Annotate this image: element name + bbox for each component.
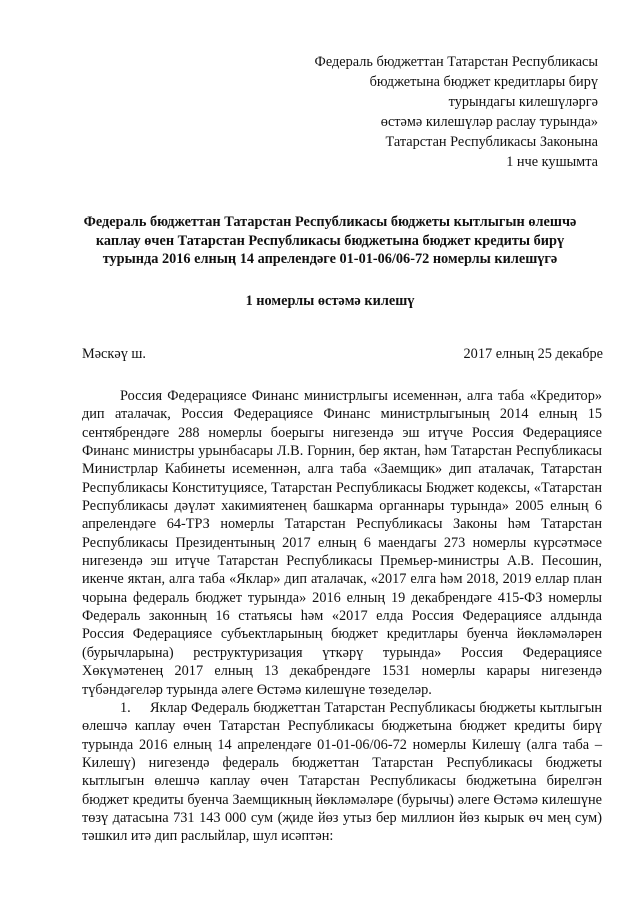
- appendix-note-line: турындагы килешүләргә: [448, 94, 598, 110]
- body-paragraph-2: [82, 699, 602, 846]
- appendix-note-line: өстәмә килешүләр раслау турында»: [380, 114, 598, 130]
- appendix-note-line: Татарстан Республикасы Законына: [385, 134, 598, 150]
- body-paragraph-1: Россия Федерациясе Финанс министрлыгы исеменнән, алга таба «Кредитор» дип аталачак, Россия Федерациясе Финанс министрлыгының 2014 елның 15 сентябрендәге 288 номерлы боерыгы нигезендә эш итүче Россия Федерациясе Финанс министры урынбасары Л.В. Горнин, бер яктан, һәм Татарстан Республикасы Министрлар Кабинеты исеменнән, алга таба «Заемщик» дип аталачак, Татарстан Республикасы Конституциясе, Татарстан Республикасы Бюджет кодексы, «Татарстан Республикасы дәүләт хакимиятенең башкарма органнары турында» 2005 елның 6 апрелендәге 64-ТРЗ номерлы Татарстан Республикасы Законы һәм Татарстан Республикасы Президентының 2017 елның 6 маендагы 273 номерлы күрсәтмәсе нигезендә эш итүче Татарстан Республикасы Премьер-министры А.В. Песошин, икенче яктан, алга таба «Яклар» дип аталачак, «2017 елга һәм 2018, 2019 еллар план чорына федераль бюджет турында» 2016 елның 19 декабрендәге 415-ФЗ номерлы Федераль законның 16 статьясы һәм «2017 елда Россия Федерациясе алдында Россия Федерациясе субъектларының бюджет кредитлары буенча йөкләмәләрен (бурычларына) реструктуризация үткәрү турында» Россия Федерациясе Хөкүмәтенең 2017 елның 13 декабрендәге 1531 номерлы карары нигезендә түбәндәгеләр турында әлеге Өстәмә килешүне төзеделәр.: [82, 388, 602, 698]
- document-subtitle: 1 номерлы өстәмә килешү: [245, 293, 415, 309]
- appendix-note-line: Федераль бюджеттан Татарстан Республикасы: [314, 54, 598, 70]
- document-title: Федераль бюджеттан Татарстан Республикасы бюджеты кытлыгын өлешчә каплау өчен Татарстан Республикасы бюджетына бюджет кредиты бирү турында 2016 елның 14 апрелендәге 01-01-06/06-72 номерлы килешүгә: [83, 214, 577, 267]
- paragraph-2-text: Яклар Федераль бюджеттан Татарстан Республикасы бюджеты кытлыгын өлешчә каплау өчен Татарстан Республикасы бюджетына бюджет кредиты бирү турында 2016 елның 14 апрелендәге 01-01-06/06-72 номерлы Килешү (алга таба – Килешү) нигезендә федераль бюджеттан Татарстан Республикасы бюджеты кытлыгын өлешчә каплау өчен Татарстан Республикасы бюджетына бирелгән бюджет кредиты буенча Заемщикның йөкләмәләре (бурычы) әлеге Өстәмә килешүне төзү датасына 731 143 000 сум (җиде йөз утыз бер миллион йөз кырык өч мең сум) тәшкил итә дип раслыйлар, шул исәптән:: [82, 699, 602, 845]
- appendix-note: [315, 52, 598, 172]
- appendix-note-line: бюджетына бюджет кредитлары бирү: [369, 74, 598, 90]
- signing-place: Мәскәү ш.: [82, 346, 147, 362]
- paragraph-number: 1.: [120, 699, 131, 716]
- document-body: [82, 387, 602, 846]
- signing-date: 2017 елның 25 декабре: [463, 346, 603, 362]
- appendix-note-line: 1 нче кушымта: [506, 154, 598, 170]
